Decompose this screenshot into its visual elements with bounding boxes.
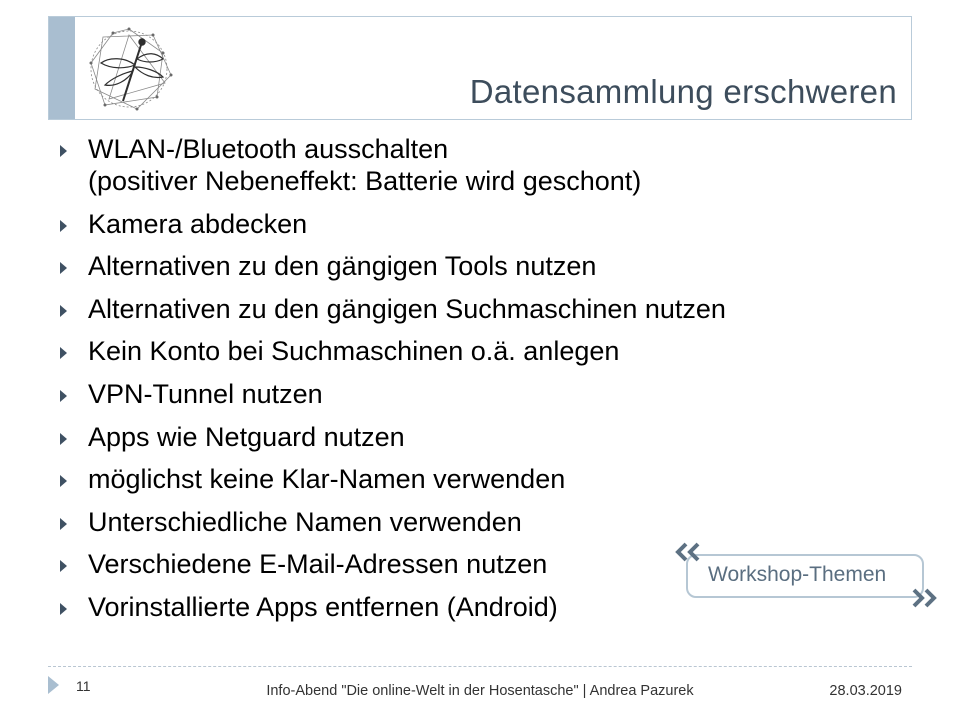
bullet-text-continuation: (positiver Nebeneffekt: Batterie wird geschont) bbox=[88, 166, 642, 196]
list-item bbox=[58, 293, 918, 325]
bullet-triangle-icon bbox=[60, 220, 67, 232]
bullet-triangle-icon bbox=[60, 433, 67, 445]
bullet-text: WLAN-/Bluetooth ausschalten bbox=[88, 134, 449, 164]
header-accent-band bbox=[49, 17, 75, 119]
double-chevron-right-icon bbox=[908, 584, 940, 612]
slide-title: Datensammlung erschweren bbox=[469, 73, 897, 110]
bullet-triangle-icon bbox=[60, 475, 67, 487]
bullet-text: Alternativen zu den gängigen Tools nutzen bbox=[88, 251, 597, 282]
bullet-triangle-icon bbox=[60, 347, 67, 359]
list-item bbox=[58, 463, 918, 495]
list-item bbox=[58, 378, 918, 410]
bullet-triangle-icon bbox=[60, 145, 67, 157]
workshop-themen-button[interactable] bbox=[672, 540, 942, 616]
page-number: 11 bbox=[76, 678, 91, 694]
double-chevron-left-icon bbox=[672, 540, 704, 568]
list-item bbox=[58, 335, 918, 367]
bullet-text: möglichst keine Klar-Namen verwenden bbox=[88, 464, 566, 495]
bullet-triangle-icon bbox=[60, 305, 67, 317]
bullet-triangle-icon bbox=[60, 262, 67, 274]
dragonfly-logo bbox=[83, 23, 175, 115]
bullet-text: Verschiedene E-Mail-Adressen nutzen bbox=[88, 549, 548, 580]
list-item bbox=[58, 208, 918, 240]
bullet-triangle-icon bbox=[60, 560, 67, 572]
bullet-text: Alternativen zu den gängigen Suchmaschinen nutzen bbox=[88, 293, 726, 324]
bullet-text: VPN-Tunnel nutzen bbox=[88, 378, 323, 409]
bullet-text: Kamera abdecken bbox=[88, 208, 308, 239]
title-header bbox=[48, 16, 912, 120]
list-item bbox=[58, 250, 918, 282]
bullet-triangle-icon bbox=[60, 518, 67, 530]
bullet-triangle-icon bbox=[60, 390, 67, 402]
footer-divider bbox=[48, 666, 912, 667]
footer-date: 28.03.2019 bbox=[829, 683, 902, 699]
bullet-text: Apps wie Netguard nutzen bbox=[88, 421, 405, 452]
bullet-text: Unterschiedliche Namen verwenden bbox=[88, 506, 522, 537]
list-item bbox=[58, 133, 918, 197]
bullet-triangle-icon bbox=[60, 603, 67, 615]
bullet-text: Vorinstallierte Apps entfernen (Android) bbox=[88, 591, 558, 622]
workshop-button-label: Workshop-Themen bbox=[708, 563, 887, 586]
footer-caption: Info-Abend "Die online-Welt in der Hosentasche" | Andrea Pazurek bbox=[266, 683, 694, 699]
bullet-text: Kein Konto bei Suchmaschinen o.ä. anlegen bbox=[88, 336, 620, 367]
list-item bbox=[58, 506, 918, 538]
list-item bbox=[58, 421, 918, 453]
